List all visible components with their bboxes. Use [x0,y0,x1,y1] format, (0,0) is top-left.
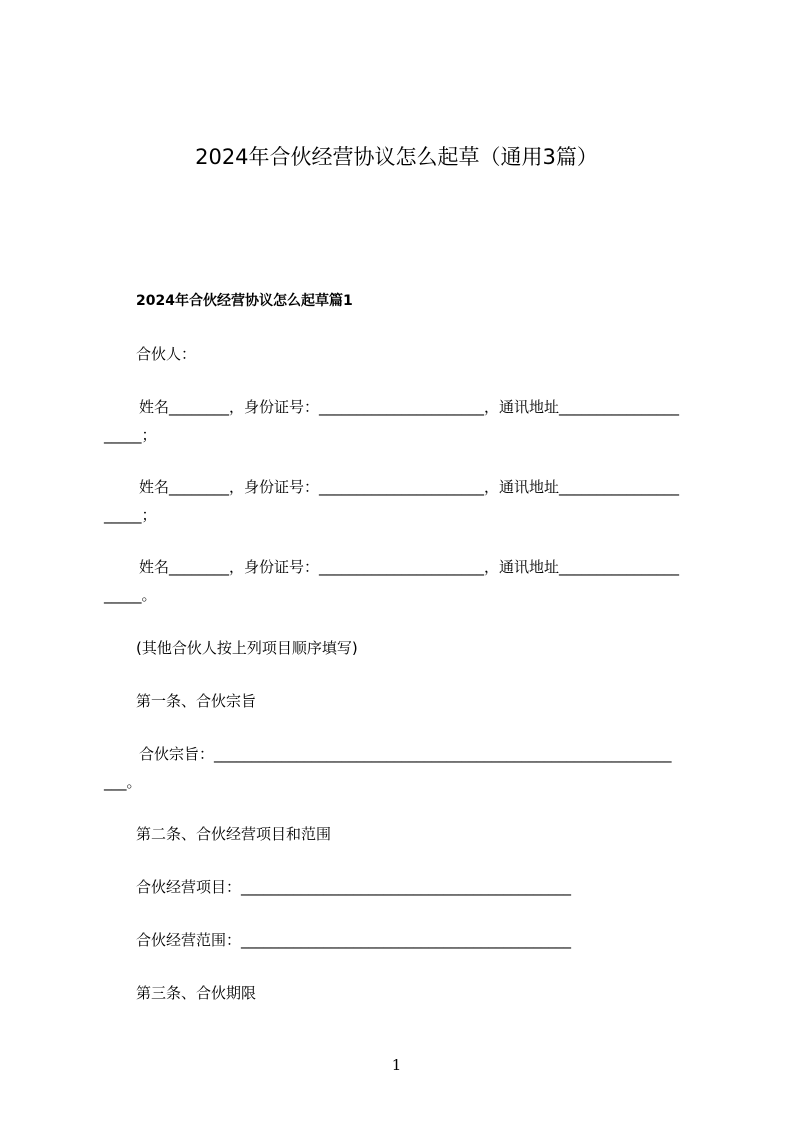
partner-3-line-cont: _____。 [104,586,157,604]
other-partners-note: (其他合伙人按上列项目顺序填写) [136,639,358,657]
partner-2-line: 姓名________，身份证号：______________________，通讯地址________________ [139,478,680,496]
business-scope-line: 合伙经营范围：____________________________________________ [136,931,572,949]
page-number: 1 [391,1056,402,1074]
article-1-heading: 第一条、合伙宗旨 [136,692,257,710]
partners-label: 合伙人： [136,345,197,363]
partner-1-line-cont: _____； [104,426,157,444]
partner-1-line: 姓名________，身份证号：______________________，通讯地址________________ [139,398,680,416]
section-title: 2024年合伙经营协议怎么起草篇1 [136,293,353,309]
partner-2-line-cont: _____； [104,506,157,524]
document-title: 2024年合伙经营协议怎么起草（通用3篇） [195,145,598,169]
purpose-line: 合伙宗旨：_____________________________________________________________ [139,745,672,763]
partner-3-line: 姓名________，身份证号：______________________，通讯地址________________ [139,558,680,576]
purpose-line-cont: ___。 [104,773,142,791]
article-2-heading: 第二条、合伙经营项目和范围 [136,825,332,843]
article-3-heading: 第三条、合伙期限 [136,984,257,1002]
business-project-line: 合伙经营项目：____________________________________________ [136,878,572,896]
